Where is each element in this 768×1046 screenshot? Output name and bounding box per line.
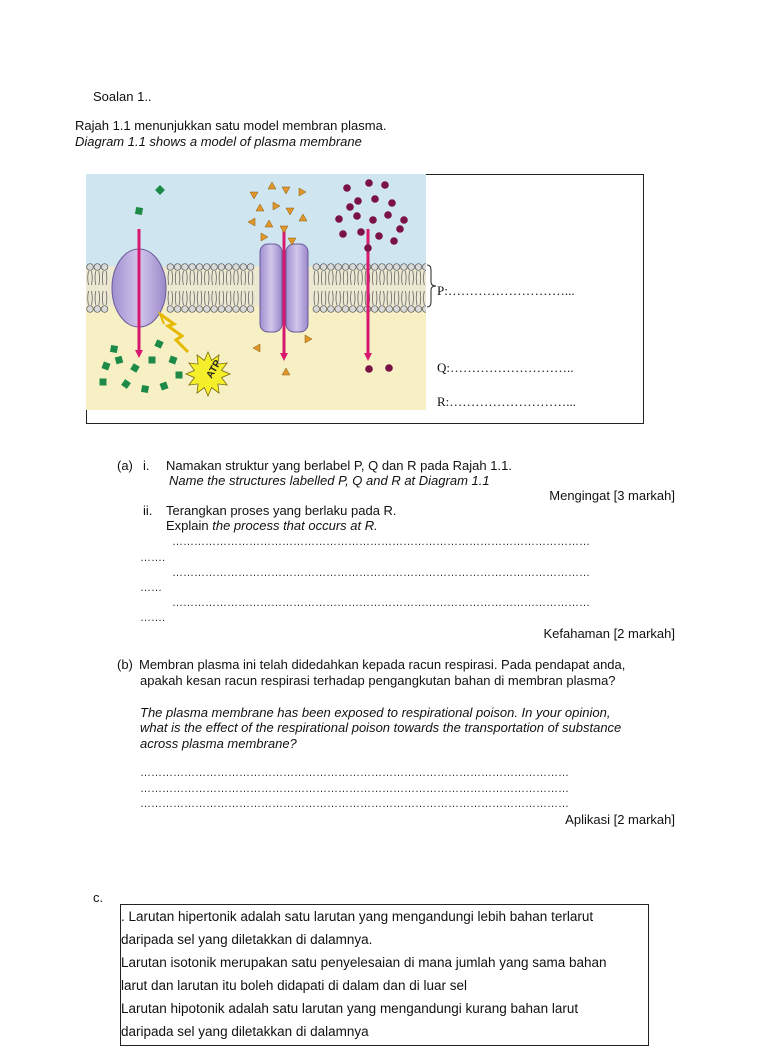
answer-line[interactable]: …………………………………………………………………………………………………… — [172, 597, 590, 609]
answer-line[interactable]: ……. — [140, 552, 166, 564]
question-b-english-1: The plasma membrane has been exposed to respirational poison. In your opinion, — [140, 705, 611, 720]
question-b-english-3: across plasma membrane? — [140, 736, 297, 751]
question-heading: Soalan 1.. — [93, 89, 152, 104]
answer-c-line: daripada sel yang diletakkan di dalamnya — [121, 1024, 369, 1039]
part-i-malay: Namakan struktur yang berlabel P, Q dan R pada Rajah 1.1. — [166, 458, 512, 473]
answer-box-c[interactable] — [120, 904, 649, 1046]
label-q: Q:……………………….. — [437, 360, 574, 375]
part-ii-english — [166, 518, 378, 534]
answer-line[interactable]: ……. — [140, 612, 166, 624]
part-i-marks: Mengingat [3 markah] — [549, 488, 675, 503]
question-c-marker: c. — [93, 890, 104, 905]
answer-line[interactable]: …………………………………………………………………………………………………… — [172, 536, 590, 548]
answer-line[interactable]: …… — [140, 582, 162, 594]
plasma-membrane-diagram — [86, 174, 426, 410]
answer-line[interactable]: …………………………………………………………………………………………………… — [172, 567, 590, 579]
channel-protein-left — [260, 244, 282, 332]
question-b-english-2: what is the effect of the respirational poison towards the transportation of substance — [140, 720, 622, 735]
question-b-marker: (b) — [117, 657, 133, 672]
part-ii-english-rest: the process that occurs at R. — [212, 518, 378, 533]
part-ii-english-prefix: Explain — [166, 518, 213, 533]
answer-line[interactable]: ……………………………………………………………………………………………………… — [140, 767, 569, 779]
part-ii-malay: Terangkan proses yang berlaku pada R. — [166, 503, 397, 518]
answer-c-line: larut dan larutan itu boleh didapati di dalam dan di luar sel — [121, 978, 467, 993]
question-b-malay-2: apakah kesan racun respirasi terhadap pengangkutan bahan di membran plasma? — [140, 673, 616, 688]
answer-c-line: Larutan hipotonik adalah satu larutan yang mengandungi kurang bahan larut — [121, 1001, 579, 1016]
answer-line[interactable]: ……………………………………………………………………………………………………… — [140, 783, 569, 795]
answer-c-line: daripada sel yang diletakkan di dalamnya. — [121, 932, 373, 947]
label-p: P:………………………... — [437, 283, 575, 298]
question-b-malay-1: Membran plasma ini telah didedahkan kepada racun respirasi. Pada pendapat anda, — [139, 657, 626, 672]
channel-protein-right — [286, 244, 308, 332]
intro-malay: Rajah 1.1 menunjukkan satu model membran plasma. — [75, 118, 387, 133]
answer-line[interactable]: ……………………………………………………………………………………………………… — [140, 798, 569, 810]
answer-c-line: Larutan isotonik merupakan satu penyelesaian di mana jumlah yang sama bahan — [121, 955, 607, 970]
intro-english: Diagram 1.1 shows a model of plasma membrane — [75, 134, 362, 149]
question-a-marker: (a) — [117, 458, 133, 473]
answer-c-line: . Larutan hipertonik adalah satu larutan yang mengandungi lebih bahan terlarut — [121, 909, 594, 924]
question-b-marks: Aplikasi [2 markah] — [565, 812, 675, 827]
part-ii-number: ii. — [143, 503, 153, 518]
part-i-english: Name the structures labelled P, Q and R at Diagram 1.1 — [169, 473, 490, 488]
part-i-number: i. — [143, 458, 150, 473]
atp-label: ATP — [204, 358, 224, 381]
label-r: R:………………………... — [437, 394, 577, 409]
part-ii-marks: Kefahaman [2 markah] — [543, 626, 675, 641]
